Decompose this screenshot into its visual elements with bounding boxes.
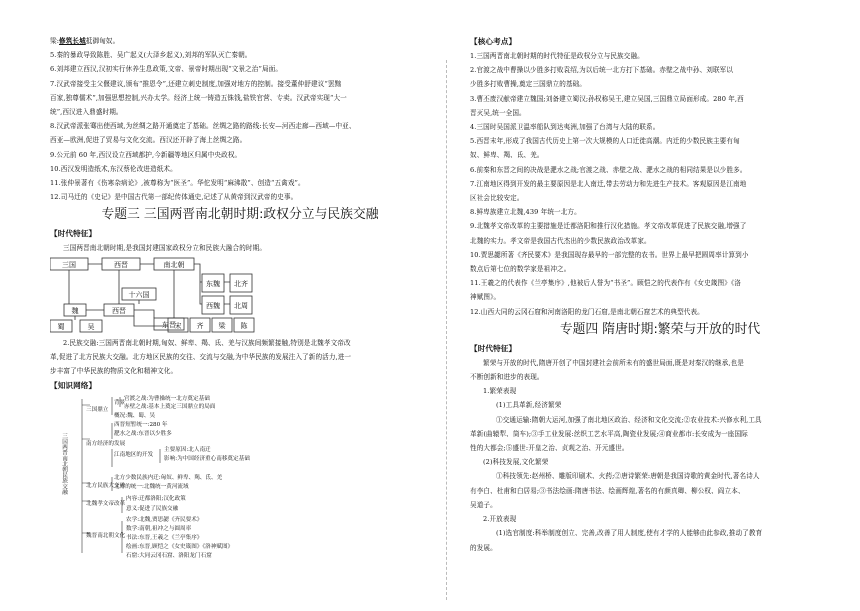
diagram-node: 北齐 [234,279,248,288]
kn-leaf: 江南地区的开发 [114,452,154,459]
diagram-node: 东晋 [162,320,176,329]
diagram-node: 南北朝 [163,260,185,269]
kn-leaf: 淝水之战:东晋以少胜多 [114,431,172,438]
text-line: 吴道子。 [470,500,497,509]
kn-leaf: 石窟:大同云冈石窟、洛阳龙门石窟 [126,553,212,559]
kn-leaf: 概况:魏、蜀、吴 [114,413,156,420]
text-line: 5.西晋末年,形成了我国古代历史上第一次大规模的人口迁徙高潮。内迁的少数民族主要有匈 [470,137,740,146]
text-line: 梁:修筑长城抵御匈奴。 [50,37,120,45]
kn-leaf: 赤壁之战:基本上奠定三国鼎立的局面 [124,404,216,411]
text-line: 奴、鲜卑、羯、氐、羌。 [470,151,544,160]
diagram-node: 西晋 [114,260,128,269]
text-line: 10.贾思勰所著《齐民要术》是我国现存最早的一部完整的农书。世界上最早把圆周率计算到小 [470,250,749,259]
core-heading: 【核心考点】 [470,37,517,46]
text-line: 9.北魏孝文帝改革的主要措施是迁都洛阳和推行汉化措施。孝文帝改革促进了民族交融,增强了 [470,222,747,231]
text-line: 晋灭吴,统一全国。 [470,108,526,117]
kn-leaf: 书法:东晋,王羲之《兰亭集序》 [126,535,203,542]
text-line: 区社会比较安定。 [470,194,524,203]
diagram-node: 西魏 [206,301,220,310]
text-line: 数点后第七位的数学家是祖冲之。 [470,265,571,274]
diagram-node: 十六国 [128,290,150,299]
diagram-node: 东魏 [206,279,220,288]
text-line: 北魏的实力。孝文帝是我国古代杰出的少数民族政治改革家。 [470,236,651,245]
knowledge-network [50,393,430,558]
kn-leaf: 农学:北魏,贾思勰《齐民要术》 [126,517,203,524]
right-column [470,34,850,555]
diagram-node: 三国 [62,260,76,269]
text-line: 革,促进了北方民族大交融。北方地区民族的交往、交流与交融,为中华民族的发展注入了新的活力,进一 [50,352,352,361]
text-line: 的发展。 [470,543,497,552]
text-line: 4.三国时吴国派卫温率船队到达夷洲,加强了台湾与大陆的联系。 [470,123,660,132]
kn-leaf: 官渡之战:为曹操统一北方奠定基础 [124,396,210,403]
era-heading: 【时代特征】 [470,343,517,353]
kn-branch: 北方民族大交融 [86,483,126,490]
text-line: 西亚—欧洲,促进了贸易与文化交流。西汉还开辟了海上丝绸之路。 [50,136,247,145]
kn-main-label: 三国两晋南北朝民族交融 [61,433,67,495]
text-line: 9.公元前 60 年,西汉设立西域都护,今新疆等地区归属中央政权。 [50,150,242,159]
diagram-node: 西晋 [112,306,126,315]
text-line: 统”,西汉进入鼎盛时期。 [50,108,123,117]
kn-leaf: 北方的统一:北魏统一黄河流域 [114,484,189,491]
section-title: 专题四 隋唐时期:繁荣与开放的时代 [559,321,761,337]
knowledge-heading: 【知识网络】 [50,381,97,391]
diagram-node: 梁 [218,321,226,330]
kn-branch: 南方经济的发展 [86,441,126,448]
text-line: 百家,独尊儒术”,加强思想控制,兴办太学。经济上统一铸造五铢钱,盐铁官营、专卖。汉武帝实现“大一 [50,93,347,102]
diagram-node: 吴 [87,322,95,331]
kn-leaf: 内容:迁都洛阳;汉化政策 [126,496,186,503]
text-line: 11.张仲景著有《伤寒杂病论》,被尊称为“医圣”。华佗发明“麻沸散”、创造“五禽戏”。 [50,179,305,188]
text-line: 步丰富了中华民族的物质文化和精神文化。 [50,367,178,376]
era-heading: 【时代特征】 [50,229,97,239]
text-line: 2.官渡之战中曹操以少胜多打败袁绍,为以后统一北方打下基础。赤壁之战中孙、刘联军以 [470,66,734,75]
subheading: (1)工具革新,经济繁荣 [496,401,562,410]
dynasty-diagram [50,256,430,336]
diagram-node: 宋 [174,321,182,330]
text-line: 6.刘邦建立西汉,汉初实行休养生息政策,文帝、景帝时期出现“文景之治”局面。 [50,65,283,74]
diagram-node: 蜀 [57,322,65,331]
kn-leaf: 绘画:东晋,顾恺之《女史箴图》《洛神赋图》 [126,544,234,551]
era-intro: 三国两晋南北朝时期,是我国封建国家政权分立和民族大融合的时期。 [63,244,267,253]
subheading: 2.开放表现 [483,515,517,524]
kn-leaf: 数学:南朝,祖冲之与圆周率 [126,526,192,533]
kn-leaf: 主要原因:北人南迁 [164,447,211,454]
subheading: 1.繁荣表现 [483,387,517,396]
text-line: 不断创新和进步的表现。 [470,373,544,382]
text-line: 6.前秦和东晋之间的决战是淝水之战;官渡之战、赤壁之战、淝水之战的相同结果是以少胜多。 [470,165,747,174]
text-line: 性的大都会;⑤盛世:开皇之治、贞观之治、开元盛世。 [470,444,629,453]
text-line: 3.曹丕废汉献帝建立魏国;刘备建立蜀汉;孙权称吴王,建立吴国,三国鼎立局面形成。280 年,西 [470,94,744,103]
text-line: 8.鲜卑族建立北魏,439 年统一北方。 [470,208,581,217]
diagram-node: 齐 [196,321,204,330]
kn-leaf: 意义:促进了民族交融 [126,506,179,513]
text-line: 5.秦的暴政导致陈胜、吴广起义(大泽乡起义),刘邦的军队灭亡秦朝。 [50,51,252,60]
kn-branch: 三国鼎立 [86,407,109,414]
left-column [50,34,430,558]
text-line: 11.王羲之的代表作《兰亭集序》,他被后人誉为“书圣”。顾恺之的代表作有《女史箴图》《洛 [470,279,741,288]
text-line: ①交通运输:隋朝大运河,加强了南北地区政治、经济和文化交流;②农业技术:兴修水利,工具 [496,415,762,424]
kn-branch: 北魏孝文帝改革 [86,501,126,508]
text-line: 1.三国两晋南北朝时期的时代特征是政权分立与民族交融。 [470,52,644,60]
diagram-node: 陈 [240,321,248,330]
text-line: ①科技领先:赵州桥、雕版印刷术、火药;②唐诗繁荣:唐朝是我国诗歌的黄金时代,著名诗人 [496,472,760,481]
text-line: 12.司马迁的《史记》是中国古代第一部纪传体通史,记述了从黄帝到汉武帝的史事。 [50,193,298,202]
text-line: 7.汉武帝接受主父偃建议,颁布“推恩令”,还建立刺史制度,加强对地方的控制。接受董仲舒建议“罢黜 [50,79,342,88]
kn-leaf: 背景 [114,400,126,407]
kn-leaf: 北方少数民族内迁:匈奴、鲜卑、羯、氐、羌 [114,475,223,482]
kn-leaf: 西晋短暂统一:280 年 [114,422,168,429]
text-line: 8.汉武帝派张骞出使西域,为丝绸之路开通奠定了基础。丝绸之路的路线:长安—河西走廊—西域—中亚、 [50,122,356,131]
kn-branch: 魏晋南北朝文化 [86,533,126,540]
text-line: 10.西汉发明造纸术,东汉蔡伦改进造纸术。 [50,164,177,173]
kn-leaf: 影响:为中国经济重心南移奠定基础 [164,456,250,463]
text-line: (1)选官制度:科举制度创立、完善,改善了用人制度,使有才学的人能够由此参政,推动了教育 [496,529,763,538]
text-line: 2.民族交融:三国两晋南北朝时期,匈奴、鲜卑、羯、氐、羌与汉族间频繁接触,特别是北魏孝文帝改 [63,338,351,347]
text-line: 革新(曲辕犁、筒车);③手工业发展:丝织工艺水平高,陶瓷业发展;④商业都市:长安成为一座国际 [470,429,748,438]
diagram-node: 北周 [234,301,248,310]
section-title: 专题三 三国两晋南北朝时期:政权分立与民族交融 [101,207,379,223]
column-divider [446,60,447,600]
text-line: 神赋图》。 [470,293,501,302]
diagram-node: 魏 [71,306,79,315]
text-line: 少胜多打败曹操,奠定三国鼎立的基础。 [470,80,586,89]
text-line: 繁荣与开放的时代,隋唐开创了中国封建社会前所未有的盛世局面,既是对秦汉的继承,也是 [483,358,744,367]
subheading: (2)科技发展,文化繁荣 [483,458,549,467]
text-line: 7.江南地区得到开发的最主要原因是北人南迁,带去劳动力和先进生产技术。客观原因是江南地 [470,179,747,188]
text-line: 12.山西大同的云冈石窟和河南洛阳的龙门石窟,是南北朝石窟艺术的典型代表。 [470,307,704,316]
text-line: 有李白、杜甫和白居易;③书法绘画:隋唐书法、绘画辉煌,著名的有颜真卿、柳公权、阎立本、 [470,486,745,495]
